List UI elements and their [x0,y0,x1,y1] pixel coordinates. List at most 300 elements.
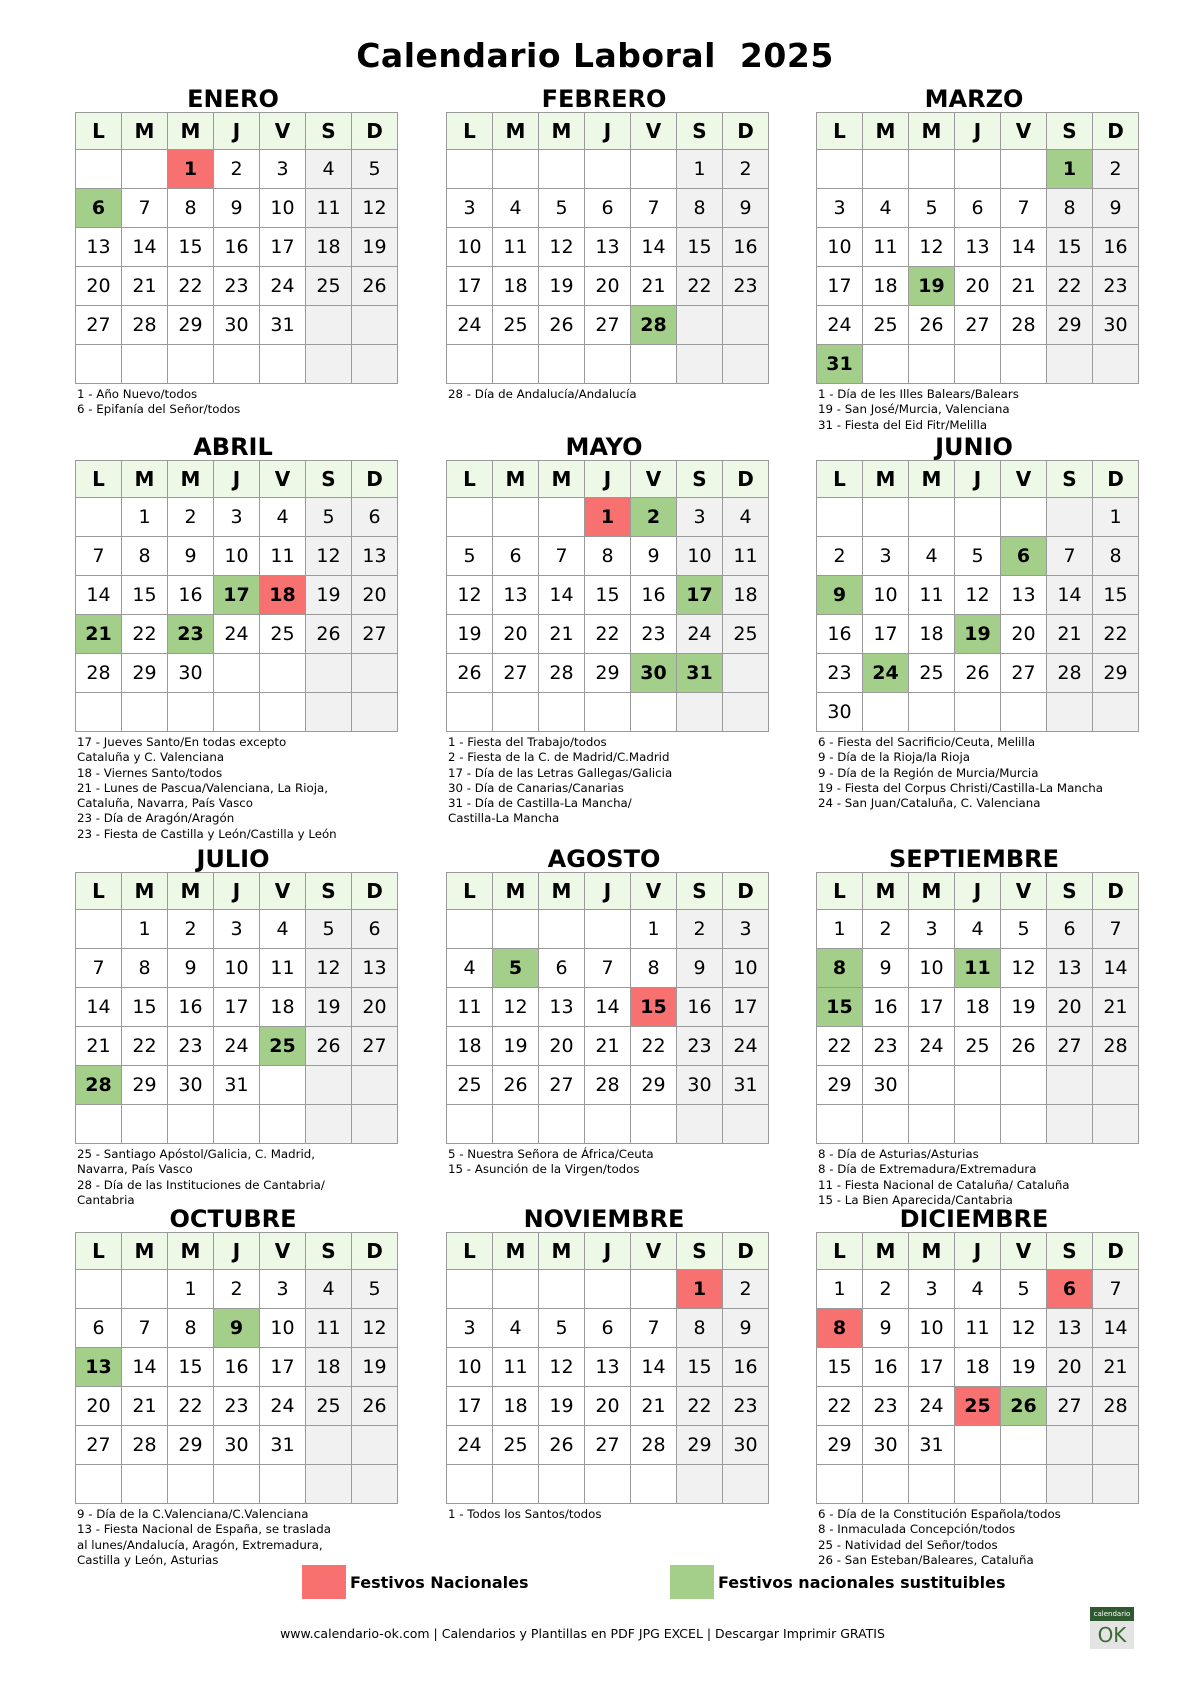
week-row [76,189,398,228]
day-cell: 5 [1001,910,1047,949]
holiday-note: Cataluña, Navarra, País Vasco [77,796,253,811]
day-cell: 14 [122,1348,168,1387]
day-cell: 2 [723,150,769,189]
day-cell: 17 [447,267,493,306]
holiday-note: 8 - Día de Asturias/Asturias [818,1147,979,1161]
day-cell: 30 [214,306,260,345]
day-cell: 2 [817,537,863,576]
weekday-header: D [1093,113,1139,150]
week-row [817,306,1139,345]
empty-cell [585,1465,631,1504]
month-name: NOVIEMBRE [523,1205,685,1233]
empty-cell [909,693,955,732]
week-row [447,1348,769,1387]
weekday-header: S [1047,113,1093,150]
week-row [76,1270,398,1309]
empty-cell [863,693,909,732]
weekday-header: M [539,873,585,910]
holiday-notes [75,1507,391,1568]
day-cell: 29 [1047,306,1093,345]
day-cell: 23 [817,654,863,693]
day-cell: 17 [260,228,306,267]
day-cell: 7 [585,949,631,988]
day-cell: 21 [122,267,168,306]
holiday-note: 18 - Viernes Santo/todos [77,765,223,780]
day-cell: 14 [76,576,122,615]
month-table [75,872,398,1144]
empty-cell [863,345,909,384]
empty-cell [631,1105,677,1144]
day-cell: 6 [1001,537,1047,576]
day-cell: 5 [1001,1270,1047,1309]
day-cell: 25 [306,267,352,306]
day-cell: 11 [493,228,539,267]
day-cell: 11 [863,228,909,267]
week-row [447,345,769,384]
day-cell: 25 [493,306,539,345]
day-cell: 6 [539,949,585,988]
site-logo[interactable] [1090,1607,1134,1649]
weekday-header: S [1047,873,1093,910]
day-cell: 6 [76,189,122,228]
empty-cell [723,693,769,732]
day-cell: 4 [493,1309,539,1348]
weekday-header: D [352,461,398,498]
empty-cell [539,693,585,732]
month-table [816,460,1139,732]
weekday-header: J [955,1233,1001,1270]
month-name: FEBRERO [541,85,667,113]
holiday-note: 17 - Jueves Santo/En todas excepto [77,735,287,749]
day-cell: 26 [306,615,352,654]
holiday-note: 1 - Fiesta del Trabajo/todos [448,735,607,749]
holiday-note: 9 - Día de la Rioja/la Rioja [818,750,970,765]
day-cell: 12 [909,228,955,267]
empty-cell [352,654,398,693]
month-marzo [816,86,1132,433]
day-cell: 22 [168,1387,214,1426]
day-cell: 5 [352,150,398,189]
day-cell: 11 [723,537,769,576]
holiday-notes [816,735,1132,811]
day-cell: 8 [817,1309,863,1348]
day-cell: 20 [76,267,122,306]
day-cell: 5 [909,189,955,228]
empty-cell [1001,1105,1047,1144]
holiday-note: 28 - Día de Andalucía/Andalucía [448,387,637,401]
weekday-header: J [585,113,631,150]
empty-cell [817,1105,863,1144]
day-cell: 28 [631,1426,677,1465]
holiday-notes [75,1147,391,1208]
day-cell: 11 [306,189,352,228]
day-cell: 1 [631,910,677,949]
weekday-header: L [447,873,493,910]
holiday-note: 26 - San Esteban/Baleares, Cataluña [818,1552,1034,1567]
weekday-header: V [260,461,306,498]
holiday-note: Castilla y León, Asturias [77,1552,219,1567]
empty-cell [260,1465,306,1504]
empty-cell [168,345,214,384]
day-cell: 8 [122,949,168,988]
month-mayo [446,434,762,827]
week-row [817,1105,1139,1144]
empty-cell [447,345,493,384]
day-cell: 20 [493,615,539,654]
day-cell: 9 [214,1309,260,1348]
day-cell: 1 [122,498,168,537]
month-name: JUNIO [935,433,1013,461]
month-table [75,112,398,384]
empty-cell [1047,1066,1093,1105]
day-cell: 11 [909,576,955,615]
holiday-notes [75,387,391,418]
day-cell: 30 [168,654,214,693]
day-cell: 7 [122,189,168,228]
day-cell: 29 [122,1066,168,1105]
day-cell: 18 [493,1387,539,1426]
week-row [447,267,769,306]
empty-cell [1093,1426,1139,1465]
day-cell: 1 [817,1270,863,1309]
week-row [76,693,398,732]
week-row [447,910,769,949]
day-cell: 24 [260,1387,306,1426]
day-cell: 28 [76,654,122,693]
day-cell: 23 [214,267,260,306]
week-row [76,345,398,384]
week-row [817,910,1139,949]
day-cell: 16 [863,988,909,1027]
empty-cell [122,345,168,384]
weekday-header: J [955,461,1001,498]
day-cell: 21 [76,1027,122,1066]
day-cell: 5 [306,498,352,537]
weekday-header: J [214,113,260,150]
day-cell: 12 [539,1348,585,1387]
empty-cell [76,498,122,537]
weekday-header: L [817,113,863,150]
day-cell: 3 [260,150,306,189]
day-cell: 10 [909,1309,955,1348]
day-cell: 16 [723,1348,769,1387]
month-name: DICIEMBRE [899,1205,1049,1233]
holiday-note: 28 - Día de las Instituciones de Cantabria/ [77,1177,325,1192]
day-cell: 16 [817,615,863,654]
week-row [817,988,1139,1027]
day-cell: 24 [447,1426,493,1465]
empty-cell [677,306,723,345]
day-cell: 26 [447,654,493,693]
logo-top-label: calendario [1090,1607,1134,1621]
holiday-note: 2 - Fiesta de la C. de Madrid/C.Madrid [448,750,670,765]
empty-cell [539,910,585,949]
day-cell: 26 [352,267,398,306]
empty-cell [168,693,214,732]
day-cell: 14 [76,988,122,1027]
day-cell: 1 [122,910,168,949]
empty-cell [539,345,585,384]
week-row [76,1066,398,1105]
day-cell: 20 [1047,988,1093,1027]
day-cell: 13 [955,228,1001,267]
weekday-header: S [306,873,352,910]
month-abril [75,434,391,842]
month-name: MARZO [924,85,1024,113]
month-table [75,460,398,732]
weekday-header: J [585,1233,631,1270]
empty-cell [76,1270,122,1309]
weekday-header: S [306,1233,352,1270]
empty-cell [1093,1105,1139,1144]
day-cell: 12 [352,189,398,228]
month-name: OCTUBRE [169,1205,297,1233]
day-cell: 9 [168,949,214,988]
day-cell: 12 [539,228,585,267]
holiday-note: 6 - Fiesta del Sacrificio/Ceuta, Melilla [818,735,1036,749]
weekday-header: M [122,113,168,150]
empty-cell [631,345,677,384]
weekday-header: V [631,461,677,498]
day-cell: 7 [631,189,677,228]
legend-substitutable-swatch [670,1565,714,1599]
empty-cell [306,1066,352,1105]
day-cell: 22 [677,267,723,306]
day-cell: 9 [723,189,769,228]
day-cell: 30 [168,1066,214,1105]
day-cell: 17 [214,988,260,1027]
weekday-header: L [447,461,493,498]
week-row [447,1465,769,1504]
day-cell: 31 [214,1066,260,1105]
footer-text[interactable]: www.calendario-ok.com | Calendarios y Plantillas en PDF JPG EXCEL | Descargar Imprimir GRATIS [280,1626,885,1641]
day-cell: 24 [863,654,909,693]
day-cell: 26 [1001,1027,1047,1066]
day-cell: 8 [1093,537,1139,576]
page-title: Calendario Laboral 2025 [356,36,834,75]
day-cell: 4 [260,910,306,949]
week-row [817,189,1139,228]
weekday-header: D [723,113,769,150]
empty-cell [76,150,122,189]
empty-cell [723,1105,769,1144]
day-cell: 20 [76,1387,122,1426]
day-cell: 2 [168,498,214,537]
month-noviembre [446,1206,762,1522]
day-cell: 9 [817,576,863,615]
week-row [447,306,769,345]
day-cell: 28 [122,306,168,345]
week-row [817,576,1139,615]
week-row [817,1426,1139,1465]
empty-cell [447,150,493,189]
empty-cell [1001,1066,1047,1105]
weekday-header: M [122,873,168,910]
empty-cell [677,1105,723,1144]
week-row [817,693,1139,732]
weekday-header: M [168,113,214,150]
day-cell: 8 [1047,189,1093,228]
weekday-header: L [817,1233,863,1270]
empty-cell [352,1426,398,1465]
weekday-header: L [76,461,122,498]
empty-cell [122,1465,168,1504]
week-row [817,1387,1139,1426]
empty-cell [539,1105,585,1144]
weekday-header: M [909,873,955,910]
week-row [817,267,1139,306]
day-cell: 10 [214,949,260,988]
weekday-header: V [1001,461,1047,498]
weekday-header: M [493,873,539,910]
empty-cell [1001,498,1047,537]
weekday-header: V [1001,113,1047,150]
day-cell: 7 [122,1309,168,1348]
day-cell: 16 [168,576,214,615]
day-cell: 30 [677,1066,723,1105]
week-row [76,498,398,537]
day-cell: 8 [168,1309,214,1348]
weekday-header: S [677,1233,723,1270]
empty-cell [493,910,539,949]
empty-cell [1093,345,1139,384]
day-cell: 4 [955,1270,1001,1309]
empty-cell [493,345,539,384]
empty-cell [76,910,122,949]
holiday-notes [446,735,762,827]
holiday-note: 1 - Año Nuevo/todos [77,387,198,401]
week-row [447,537,769,576]
holiday-note: 1 - Día de les Illes Balears/Balears [818,387,1019,401]
day-cell: 28 [1093,1027,1139,1066]
month-name: MAYO [565,433,643,461]
day-cell: 22 [677,1387,723,1426]
day-cell: 17 [817,267,863,306]
day-cell: 15 [168,1348,214,1387]
holiday-notes [446,387,762,402]
day-cell: 22 [122,1027,168,1066]
empty-cell [76,1465,122,1504]
day-cell: 18 [260,988,306,1027]
day-cell: 23 [863,1027,909,1066]
day-cell: 22 [1047,267,1093,306]
month-table [446,460,769,732]
month-name: ABRIL [193,433,273,461]
weekday-header: D [723,873,769,910]
week-row [817,345,1139,384]
day-cell: 24 [447,306,493,345]
day-cell: 2 [677,910,723,949]
day-cell: 27 [76,1426,122,1465]
week-row [817,537,1139,576]
day-cell: 17 [447,1387,493,1426]
weekday-header: D [352,1233,398,1270]
day-cell: 24 [260,267,306,306]
week-row [447,654,769,693]
empty-cell [447,693,493,732]
weekday-header: J [214,1233,260,1270]
weekday-header: J [214,461,260,498]
day-cell: 10 [447,228,493,267]
week-row [817,615,1139,654]
day-cell: 5 [493,949,539,988]
weekday-header: M [863,461,909,498]
empty-cell [1001,150,1047,189]
day-cell: 25 [493,1426,539,1465]
day-cell: 11 [493,1348,539,1387]
month-septiembre [816,846,1132,1208]
empty-cell [493,1270,539,1309]
day-cell: 2 [168,910,214,949]
empty-cell [168,1465,214,1504]
month-octubre [75,1206,391,1568]
weekday-header: S [306,461,352,498]
weekday-header: M [168,1233,214,1270]
day-cell: 19 [539,267,585,306]
empty-cell [1047,498,1093,537]
day-cell: 4 [306,1270,352,1309]
holiday-notes [75,735,391,842]
week-row [76,1348,398,1387]
day-cell: 24 [909,1387,955,1426]
day-cell: 18 [723,576,769,615]
empty-cell [214,1465,260,1504]
day-cell: 25 [447,1066,493,1105]
day-cell: 24 [214,1027,260,1066]
empty-cell [955,345,1001,384]
day-cell: 21 [585,1027,631,1066]
day-cell: 17 [214,576,260,615]
day-cell: 23 [677,1027,723,1066]
month-table [75,1232,398,1504]
empty-cell [585,693,631,732]
day-cell: 6 [352,498,398,537]
empty-cell [863,1465,909,1504]
day-cell: 3 [214,910,260,949]
week-row [76,150,398,189]
day-cell: 21 [1093,988,1139,1027]
day-cell: 18 [306,1348,352,1387]
weekday-header: V [631,873,677,910]
day-cell: 8 [677,189,723,228]
month-table [446,112,769,384]
day-cell: 1 [677,1270,723,1309]
day-cell: 1 [677,150,723,189]
week-row [76,1465,398,1504]
empty-cell [306,1465,352,1504]
holiday-note: 23 - Fiesta de Castilla y León/Castilla y León [77,826,337,841]
day-cell: 13 [493,576,539,615]
day-cell: 10 [260,189,306,228]
day-cell: 14 [1001,228,1047,267]
empty-cell [955,1465,1001,1504]
day-cell: 4 [723,498,769,537]
day-cell: 9 [723,1309,769,1348]
empty-cell [1047,1465,1093,1504]
day-cell: 8 [677,1309,723,1348]
week-row [447,150,769,189]
weekday-header: M [493,461,539,498]
week-row [76,1027,398,1066]
weekday-header: J [585,873,631,910]
day-cell: 2 [1093,150,1139,189]
month-name: JULIO [196,845,270,873]
empty-cell [76,1105,122,1144]
week-row [817,1465,1139,1504]
weekday-header: M [539,461,585,498]
day-cell: 10 [447,1348,493,1387]
day-cell: 4 [909,537,955,576]
